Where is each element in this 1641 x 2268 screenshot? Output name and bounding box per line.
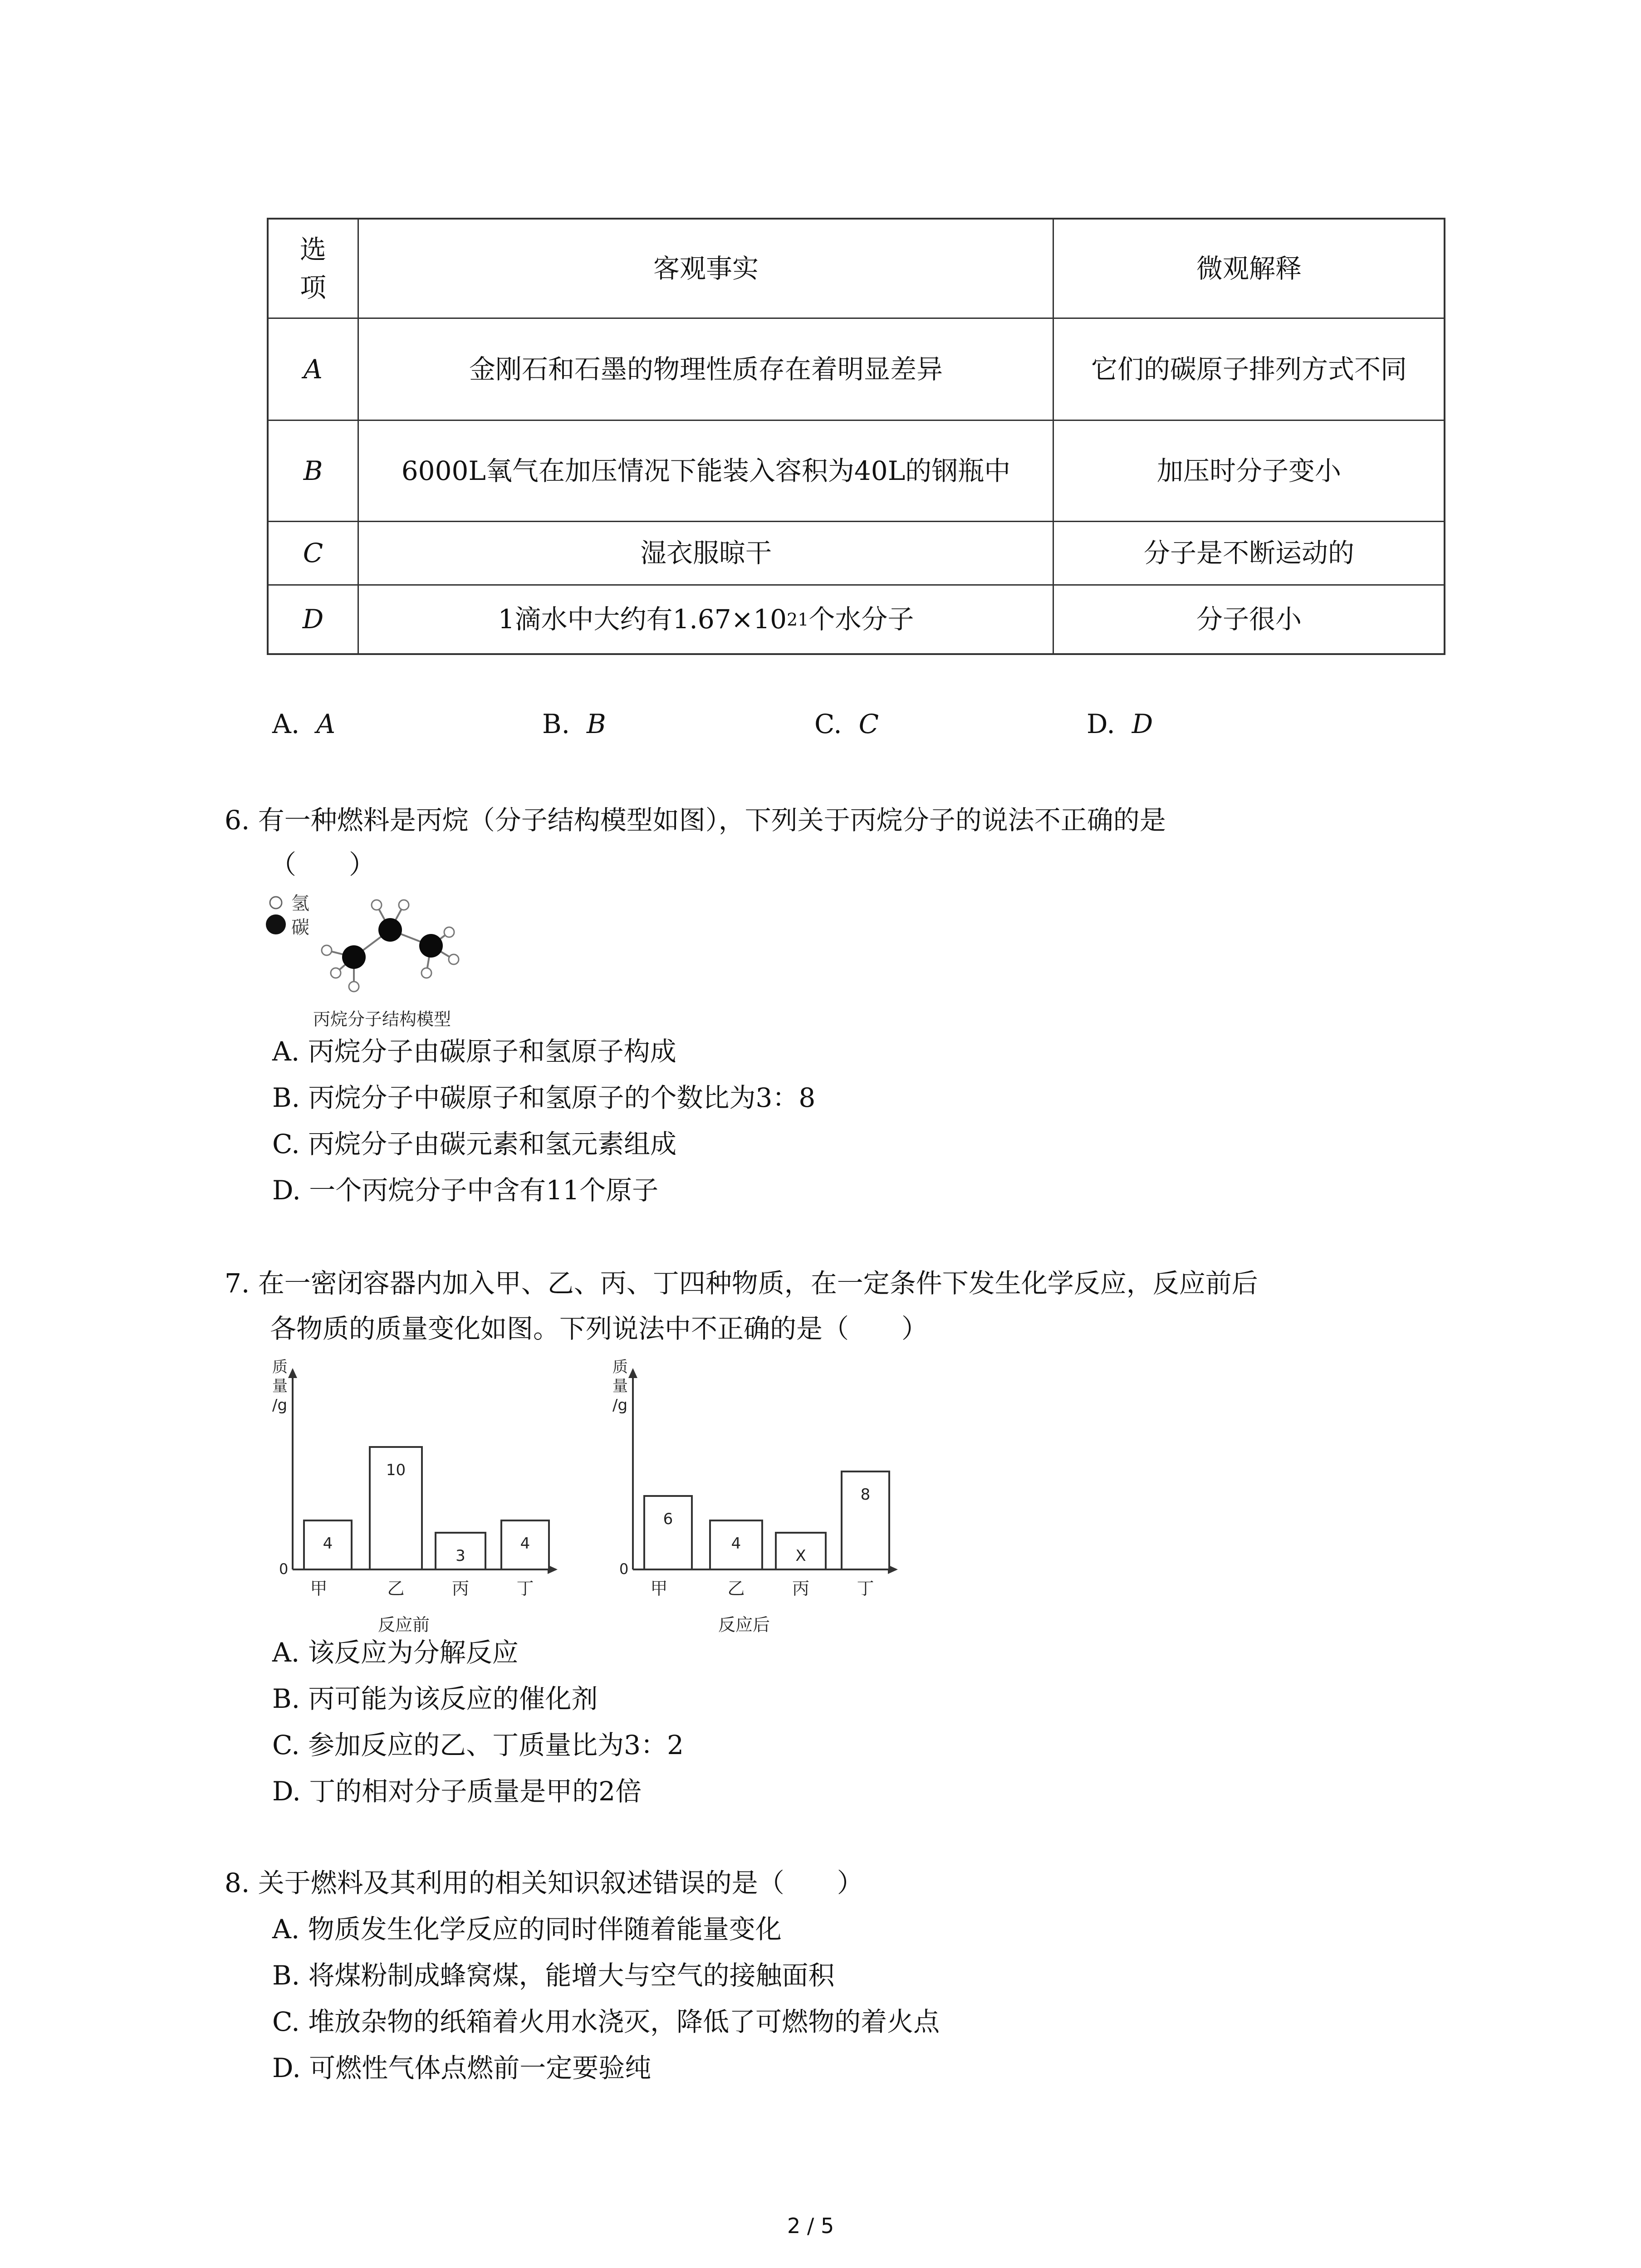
category-label: 乙 [387, 1579, 405, 1598]
q6-option-a[interactable]: A. 丙烷分子由碳原子和氢原子构成 [272, 1036, 676, 1067]
q5-option-c[interactable]: C. C [814, 709, 879, 739]
page-number: 2 / 5 [787, 2214, 834, 2238]
category-label: 甲 [310, 1579, 328, 1598]
bar-value-label: 4 [323, 1535, 333, 1553]
bar [644, 1496, 692, 1569]
table-header-option: 选项 [299, 234, 326, 303]
table-border [267, 653, 1445, 655]
table-cell-fact: 6000L氧气在加压情况下能装入容积为40L的钢瓶中 [401, 455, 1011, 486]
q8-option-b[interactable]: B. 将煤粉制成蜂窝煤，能增大与空气的接触面积 [272, 1960, 835, 1991]
q5-option-a[interactable]: A. A [272, 709, 336, 739]
table-cell-option: B [303, 455, 323, 486]
carbon-legend-icon [266, 914, 286, 934]
table-header-explanation: 微观解释 [1196, 253, 1302, 284]
q7-option-a[interactable]: A. 该反应为分解反应 [272, 1637, 519, 1668]
category-label: 甲 [650, 1579, 668, 1598]
legend-carbon-label: 碳 [291, 917, 309, 938]
table-header-fact: 客观事实 [653, 253, 759, 284]
q8-option-a[interactable]: A. 物质发生化学反应的同时伴随着能量变化 [272, 1914, 782, 1945]
bar-value-label: X [795, 1547, 806, 1565]
category-label: 丁 [516, 1579, 534, 1598]
table-cell-option: D [302, 604, 324, 635]
bar-value-label: 8 [860, 1486, 871, 1504]
table-cell-fact: 1滴水中大约有1.67×10 21 个水分子 [498, 604, 914, 635]
q6-option-b[interactable]: B. 丙烷分子中碳原子和氢原子的个数比为3：8 [272, 1082, 816, 1113]
q7-option-b[interactable]: B. 丙可能为该反应的催化剂 [272, 1683, 598, 1714]
q6-option-c[interactable]: C. 丙烷分子由碳元素和氢元素组成 [272, 1129, 677, 1159]
molecule-caption: 丙烷分子结构模型 [313, 1009, 451, 1029]
category-label: 丙 [451, 1579, 470, 1598]
bar-value-label: 10 [386, 1461, 406, 1479]
q7-option-c[interactable]: C. 参加反应的乙、丁质量比为3：2 [272, 1730, 684, 1760]
category-label: 丙 [792, 1579, 810, 1598]
y-axis-arrow-icon [288, 1368, 297, 1378]
q8-option-c[interactable]: C. 堆放杂物的纸箱着火用水浇灭，降低了可燃物的着火点 [272, 2006, 940, 2037]
origin-label: 0 [619, 1560, 629, 1578]
bar-value-label: 3 [456, 1547, 465, 1565]
bar-value-label: 6 [663, 1510, 673, 1528]
bar-value-label: 4 [520, 1535, 530, 1553]
origin-label: 0 [279, 1560, 289, 1578]
table-cell-fact: 金刚石和石墨的物理性质存在着明显差异 [469, 353, 943, 385]
bar-chart-before [254, 1356, 590, 1637]
bar-value-label: 4 [731, 1535, 741, 1553]
q6-stem-blank: （ ） [270, 849, 376, 880]
table-divider [1053, 218, 1054, 655]
y-axis-arrow-icon [628, 1368, 637, 1378]
legend-hydrogen-label: 氢 [291, 893, 309, 914]
table-cell-fact: 湿衣服晾干 [640, 538, 772, 569]
table-cell-explanation: 分子很小 [1196, 604, 1302, 635]
table-cell-explanation: 加压时分子变小 [1156, 455, 1341, 486]
table-divider [358, 218, 359, 655]
category-label: 乙 [727, 1579, 745, 1598]
q7-stem-line2: 各物质的质量变化如图。下列说法中不正确的是（ ） [270, 1313, 928, 1344]
q8-stem: 8. 关于燃料及其利用的相关知识叙述错误的是（ ） [225, 1867, 863, 1898]
chart-title: 反应前 [377, 1615, 430, 1635]
q6-option-d[interactable]: D. 一个丙烷分子中含有11个原子 [272, 1175, 659, 1206]
table-cell-option: C [303, 538, 323, 569]
q7-option-d[interactable]: D. 丁的相对分子质量是甲的2倍 [272, 1776, 642, 1807]
table-border [1444, 218, 1445, 655]
table-cell-explanation: 它们的碳原子排列方式不同 [1091, 353, 1407, 385]
table-cell-explanation: 分子是不断运动的 [1143, 538, 1354, 569]
hydrogen-legend-icon [270, 897, 282, 909]
y-axis-label: 质量/g [272, 1358, 288, 1414]
q5-option-b[interactable]: B. B [542, 709, 606, 739]
q8-option-d[interactable]: D. 可燃性气体点燃前一定要验纯 [272, 2053, 652, 2083]
q5-option-d[interactable]: D. D [1087, 709, 1153, 739]
propane-molecule-model [263, 889, 499, 1039]
bar-chart-after [594, 1356, 930, 1637]
q6-stem: 6. 有一种燃料是丙烷（分子结构模型如图），下列关于丙烷分子的说法不正确的是 [225, 805, 1166, 836]
chart-title: 反应后 [718, 1615, 770, 1635]
y-axis-label: 质量/g [612, 1358, 628, 1414]
table-cell-option: A [304, 353, 323, 385]
q7-stem: 7. 在一密闭容器内加入甲、乙、丙、丁四种物质，在一定条件下发生化学反应，反应前后 [225, 1268, 1258, 1299]
category-label: 丁 [857, 1579, 874, 1598]
